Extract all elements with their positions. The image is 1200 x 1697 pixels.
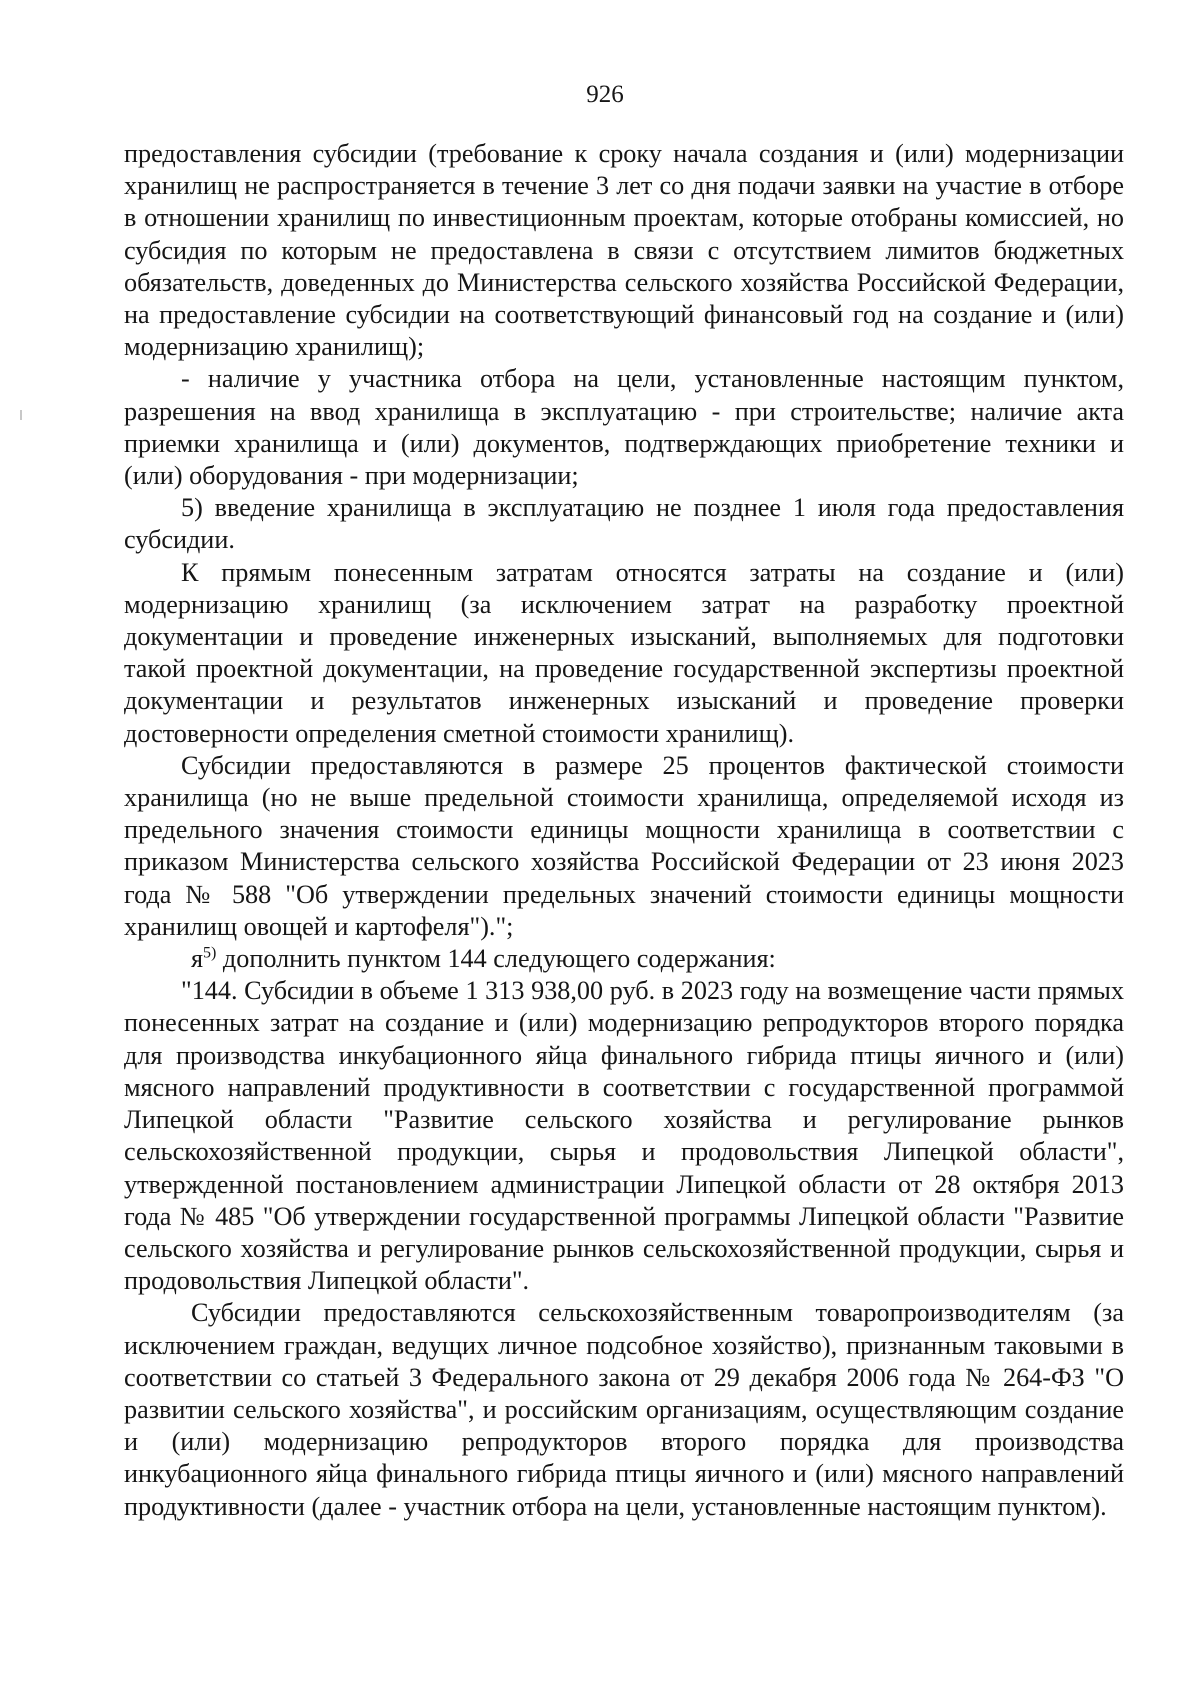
paragraph-subsidy-deadline: предоставления субсидии (требование к сроку начала создания и (или) модернизации хранилищ не распространяется в течение 3 лет со дня подачи заявки на участие в отборе в отношении хранилищ по инвестиционным проектам, которые отобраны комиссией, но субсидия по которым не предоставлена в связи с отсутствием лимитов бюджетных обязательств, доведенных до Министерства сельского хозяйства Российской Федерации, на предоставление субсидии на соответствующий финансовый год на создание и (или) модернизацию хранилищ); xyxy=(124,139,1124,362)
amendment-letter: я xyxy=(191,944,204,974)
paragraph-amendment-intro xyxy=(124,943,1124,975)
paragraph-permit-requirement: - наличие у участника отбора на цели, установленные настоящим пунктом, разрешения на ввод хранилища в эксплуатацию - при строительстве; наличие акта приемки хранилища и (или) документов, подтверждающих приобретение техники и (или) оборудования - при модернизации; xyxy=(124,364,1124,491)
paragraph-recipients: Субсидии предоставляются сельскохозяйственным товаропроизводителям (за исключением граждан, ведущих личное подсобное хозяйство), признанным таковыми в соответствии со статьей 3 Федерального закона от 29 декабря 2006 года № 264-ФЗ "О развитии сельского хозяйства", и российским организациям, осуществляющим создание и (или) модернизацию репродукторов второго порядка для производства инкубационного яйца финального гибрида птицы яичного и (или) мясного направлений продуктивности (далее - участник отбора на цели, установленные настоящим пунктом). xyxy=(124,1298,1124,1521)
document-body xyxy=(124,138,1124,1523)
amendment-superscript: 5) xyxy=(203,944,217,962)
amendment-text: дополнить пунктом 144 следующего содержания: xyxy=(216,944,776,974)
paragraph-subsidy-rate: Субсидии предоставляются в размере 25 процентов фактической стоимости хранилища (но не выше предельной стоимости хранилища, определяемой исходя из предельного значения стоимости единицы мощности хранилища в соответствии с приказом Министерства сельского хозяйства Российской Федерации от 23 июня 2023 года № 588 "Об утверждении предельных значений стоимости единицы мощности хранилищ овощей и картофеля")."; xyxy=(124,750,1124,941)
paragraph-point-144: "144. Субсидии в объеме 1 313 938,00 руб. в 2023 году на возмещение части прямых понесенных затрат на создание и (или) модернизацию репродукторов второго порядка для производства инкубационного яйца финального гибрида птицы яичного и (или) мясного направлений продуктивности в соответствии с государственной программой Липецкой области "Развитие сельского хозяйства и регулирование рынков сельскохозяйственной продукции, сырья и продовольствия Липецкой области", утвержденной постановлением администрации Липецкой области от 28 октября 2013 года № 485 "Об утверждении государственной программы Липецкой области "Развитие сельского хозяйства и регулирование рынков сельскохозяйственной продукции, сырья и продовольствия Липецкой области". xyxy=(124,976,1124,1296)
scan-margin-mark xyxy=(20,410,22,420)
page-number: 926 xyxy=(586,81,624,108)
paragraph-direct-costs: К прямым понесенным затратам относятся затраты на создание и (или) модернизацию хранилищ (за исключением затрат на разработку проектной документации и проведение инженерных изысканий, выполняемых для подготовки такой проектной документации, на проведение государственной экспертизы проектной документации и результатов инженерных изысканий и проведение проверки достоверности определения сметной стоимости хранилищ). xyxy=(124,557,1124,748)
paragraph-commissioning-deadline: 5) введение хранилища в эксплуатацию не позднее 1 июля года предоставления субсидии. xyxy=(124,493,1124,555)
